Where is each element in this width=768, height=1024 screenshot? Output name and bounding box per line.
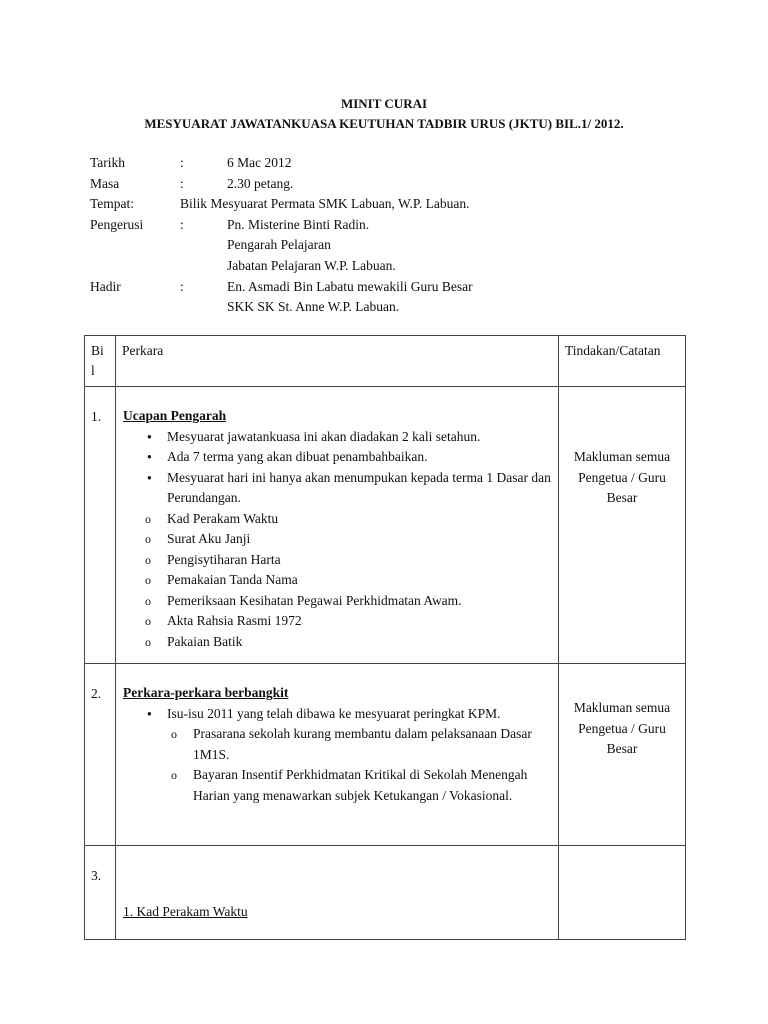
row-2-subitems [123, 724, 552, 806]
masa-colon: : [180, 175, 184, 191]
pengerusi-position: Pengarah Pelajaran [227, 237, 331, 253]
tempat-value: Bilik Mesyuarat Permata SMK Labuan, W.P. Labuan. [180, 196, 470, 212]
masa-row [90, 174, 650, 195]
list-item: o Pemakaian Tanda Nama [145, 570, 552, 591]
hadir-row-2 [90, 297, 650, 318]
masa-label: Masa [90, 175, 120, 191]
list-item: ● Mesyuarat jawatankuasa ini akan diadakan 2 kali setahun. [147, 427, 552, 448]
row-2-bil: 2. [91, 686, 102, 701]
row-2-action-cell [559, 664, 686, 846]
row-2-bil-cell [85, 664, 116, 846]
table-row [85, 387, 686, 664]
pengerusi-row [90, 215, 650, 236]
masa-value: 2.30 petang. [227, 175, 294, 191]
header-perkara [116, 336, 559, 387]
tempat-row [90, 194, 650, 215]
minutes-table [84, 335, 686, 940]
table-row [85, 846, 686, 940]
tarikh-value: 6 Mac 2012 [227, 155, 292, 170]
header-bil-line1: Bi [91, 343, 104, 358]
list-item: o Pakaian Batik [145, 632, 552, 653]
pengerusi-row-3 [90, 256, 650, 277]
header-tindakan [559, 336, 686, 387]
list-item: o Kad Perakam Waktu [145, 509, 552, 530]
row-1-subitems [123, 509, 552, 653]
row-1-heading: Ucapan Pengarah [123, 408, 227, 423]
list-item: o Pemeriksaan Kesihatan Pegawai Perkhidmatan Awam. [145, 591, 552, 612]
pengerusi-department: Jabatan Pelajaran W.P. Labuan. [227, 257, 396, 273]
tarikh-label: Tarikh [90, 155, 126, 170]
row-3-item: 1. Kad Perakam Waktu [123, 904, 248, 919]
list-item: o Akta Rahsia Rasmi 1972 [145, 611, 552, 632]
document-title: MINIT CURAI [340, 96, 428, 111]
header-bil [85, 336, 116, 387]
table-header-row [85, 336, 686, 387]
row-1-action: Makluman semua Pengetua / Guru Besar [573, 449, 671, 505]
row-1-action-cell [559, 387, 686, 664]
hadir-label: Hadir [90, 278, 121, 294]
header-tindakan-text: Tindakan/Catatan [565, 343, 661, 358]
row-2-perkara-cell [116, 664, 559, 846]
header-perkara-text: Perkara [122, 343, 164, 358]
row-3-perkara-cell [116, 846, 559, 940]
row-2-heading: Perkara-perkara berbangkit [123, 685, 289, 700]
hadir-colon: : [180, 278, 184, 294]
row-3-action-cell [559, 846, 686, 940]
tempat-label: Tempat: [90, 196, 135, 212]
row-3-bil: 3. [91, 868, 102, 883]
table-row [85, 664, 686, 846]
pengerusi-row-2 [90, 235, 650, 256]
list-item: ● Mesyuarat hari ini hanya akan menumpukan kepada terma 1 Dasar dan Perundangan. [147, 468, 552, 509]
hadir-school: SKK SK St. Anne W.P. Labuan. [227, 299, 400, 315]
row-1-bil-cell [85, 387, 116, 664]
hadir-row [90, 277, 650, 298]
row-2-action: Makluman semua Pengetua / Guru Besar [573, 700, 671, 756]
hadir-name: En. Asmadi Bin Labatu mewakili Guru Besar [227, 278, 473, 294]
list-item: o Prasarana sekolah kurang membantu dalam pelaksanaan Dasar 1M1S. [171, 724, 552, 765]
row-1-bil: 1. [91, 409, 102, 424]
header-bil-line2: l [91, 363, 95, 378]
row-3-bil-cell [85, 846, 116, 940]
row-1-bullets [123, 427, 552, 509]
list-item: o Bayaran Insentif Perkhidmatan Kritikal di Sekolah Menengah Harian yang menawarkan subjek Ketukangan / Vokasional. [171, 765, 552, 806]
list-item: o Surat Aku Janji [145, 529, 552, 550]
tarikh-row [90, 153, 650, 174]
list-item: o Pengisytiharan Harta [145, 550, 552, 571]
row-2-bullets [123, 704, 552, 725]
tarikh-colon: : [180, 155, 184, 170]
list-item: ● Isu-isu 2011 yang telah dibawa ke mesyuarat peringkat KPM. [147, 704, 552, 725]
pengerusi-label: Pengerusi [90, 216, 144, 232]
document-subtitle: MESYUARAT JAWATANKUASA KEUTUHAN TADBIR URUS (JKTU) BIL.1/ 2012. [144, 116, 624, 131]
pengerusi-name: Pn. Misterine Binti Radin. [227, 216, 370, 232]
list-item: ● Ada 7 terma yang akan dibuat penambahbaikan. [147, 447, 552, 468]
row-1-perkara-cell [116, 387, 559, 664]
pengerusi-colon: : [180, 216, 184, 232]
meeting-info [90, 153, 650, 318]
